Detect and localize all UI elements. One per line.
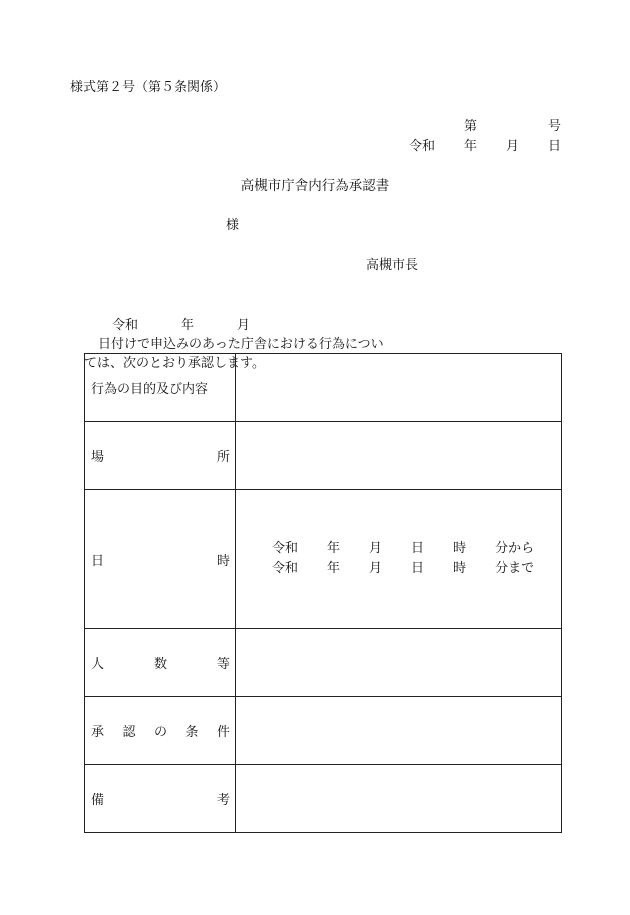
issue-date-day: 日 bbox=[548, 139, 562, 154]
purpose-value-cell bbox=[236, 354, 562, 422]
table-row bbox=[85, 629, 562, 697]
datetime-value-cell bbox=[236, 489, 562, 628]
document-number-prefix: 第 bbox=[464, 119, 478, 134]
table-row bbox=[85, 765, 562, 833]
table-row bbox=[85, 421, 562, 489]
approval-details-table bbox=[84, 353, 562, 833]
purpose-label-cell bbox=[85, 354, 236, 422]
document-title: 高槻市庁舎内行為承認書 bbox=[240, 178, 390, 194]
period-end-row: 令和 年 月 日 時 分まで bbox=[272, 561, 535, 577]
document-number-suffix: 号 bbox=[548, 119, 562, 134]
datetime-period bbox=[236, 539, 561, 579]
remarks-label: 備 考 bbox=[91, 793, 230, 809]
datetime-label: 日 時 bbox=[91, 553, 230, 569]
remarks-label-cell bbox=[85, 765, 236, 833]
table-row bbox=[85, 489, 562, 628]
statement-text: 日付けで申込みのあった庁舎における行為につい bbox=[98, 337, 384, 352]
purpose-label: 行為の目的及び内容 bbox=[91, 381, 209, 397]
location-label: 場 所 bbox=[91, 449, 230, 465]
location-label-cell bbox=[85, 421, 236, 489]
remarks-value-cell bbox=[236, 765, 562, 833]
addressee-honorific: 様 bbox=[226, 218, 240, 233]
statement-era: 令和 bbox=[112, 318, 139, 333]
datetime-label-cell bbox=[85, 489, 236, 628]
issue-date-era: 令和 bbox=[409, 139, 436, 154]
headcount-label: 人 数 等 bbox=[91, 657, 230, 673]
form-number: 様式第２号（第５条関係） bbox=[70, 80, 227, 95]
period-start-row: 令和 年 月 日 時 分から bbox=[272, 541, 535, 557]
statement-year: 年 bbox=[181, 318, 195, 333]
issue-date-year: 年 bbox=[464, 139, 478, 154]
issuer-name: 高槻市長 bbox=[366, 258, 419, 273]
headcount-label-cell bbox=[85, 629, 236, 697]
statement-text-line2: ては、次のとおり承認します。 bbox=[84, 356, 265, 371]
table-row bbox=[85, 354, 562, 422]
table-row bbox=[85, 697, 562, 765]
conditions-label: 承 認 の 条 件 bbox=[91, 725, 230, 741]
issue-date-month: 月 bbox=[506, 139, 520, 154]
statement-month: 月 bbox=[237, 318, 251, 333]
conditions-value-cell bbox=[236, 697, 562, 765]
headcount-value-cell bbox=[236, 629, 562, 697]
conditions-label-cell bbox=[85, 697, 236, 765]
location-value-cell bbox=[236, 421, 562, 489]
